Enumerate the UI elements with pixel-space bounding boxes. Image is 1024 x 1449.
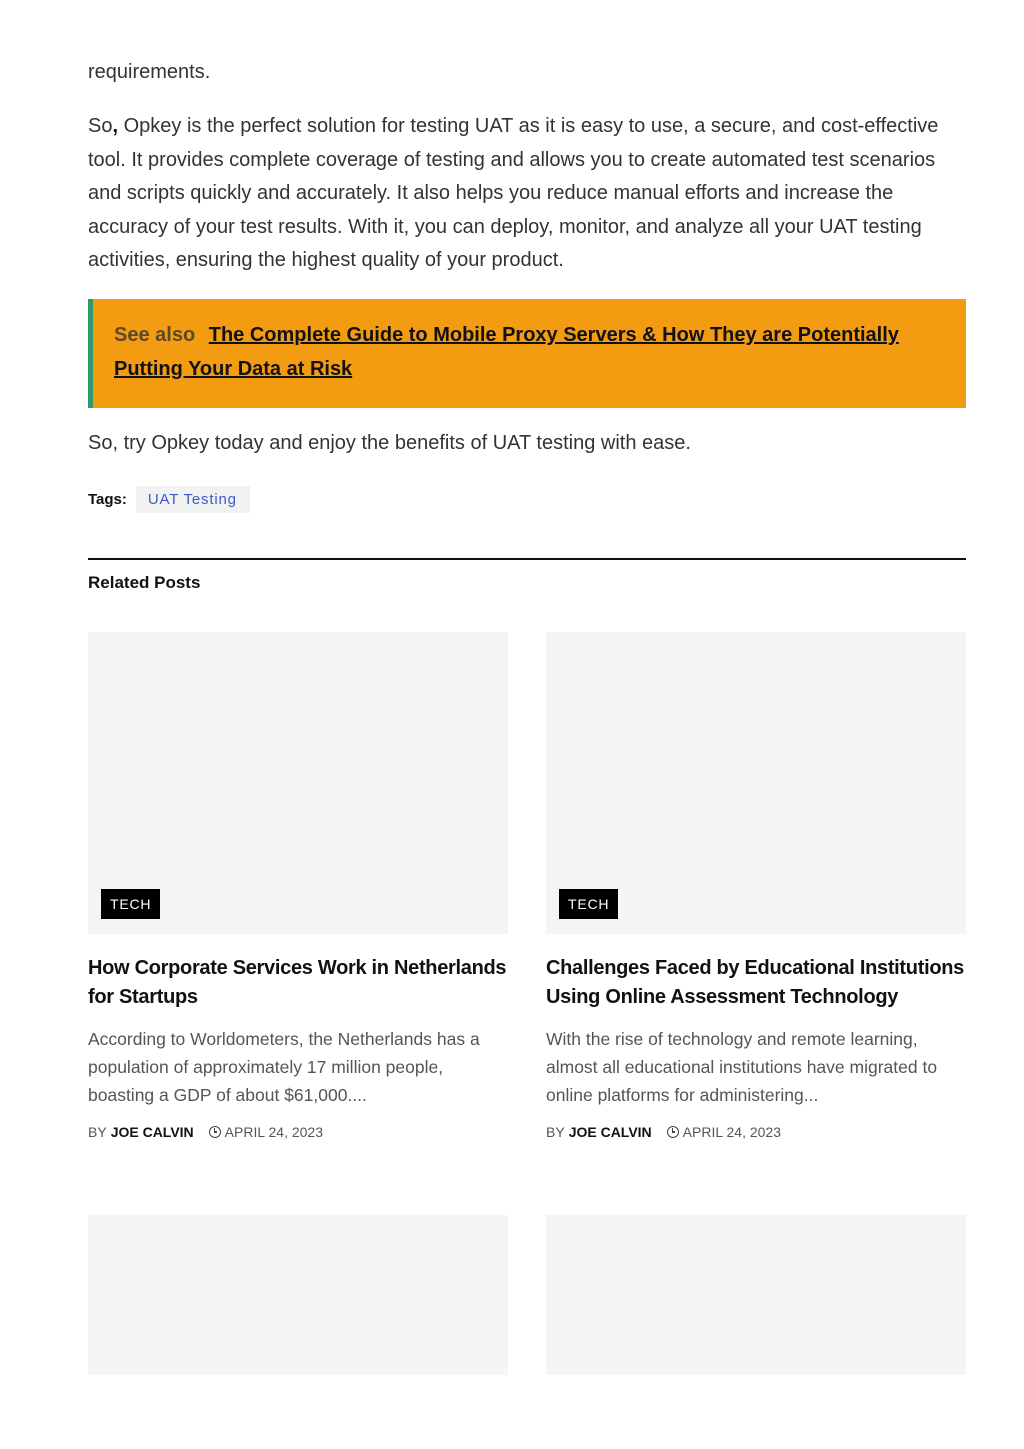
tags-row <box>88 485 250 513</box>
tags-label: Tags: <box>88 490 127 508</box>
post-excerpt: With the rise of technology and remote learning, almost all educational institutions have migrated to online platforms for administering... <box>546 1029 938 1106</box>
tag-uat-testing[interactable]: UAT Testing <box>136 486 250 513</box>
see-also-box <box>88 299 966 408</box>
post-excerpt: According to Worldometers, the Netherlands has a population of approximately 17 million people, boasting a GDP of about $61,000.... <box>88 1029 480 1106</box>
post-meta <box>88 1124 508 1140</box>
paragraph-lead: So <box>88 115 113 137</box>
post-date: APRIL 24, 2023 <box>682 1123 781 1140</box>
related-post-card <box>88 632 508 1140</box>
clock-icon <box>209 1126 221 1138</box>
see-also-label: See also <box>114 324 196 346</box>
related-post-card <box>546 1215 966 1375</box>
clock-icon <box>667 1126 679 1138</box>
author-link[interactable]: JOE CALVIN <box>110 1123 194 1140</box>
post-title[interactable]: How Corporate Services Work in Netherlands for Startups <box>88 957 507 1008</box>
related-posts-heading: Related Posts <box>88 573 201 592</box>
post-meta <box>546 1124 966 1140</box>
post-date: APRIL 24, 2023 <box>224 1123 323 1140</box>
post-thumbnail[interactable] <box>88 632 508 934</box>
post-thumbnail[interactable] <box>546 632 966 934</box>
article-paragraph <box>88 110 966 278</box>
post-thumbnail[interactable] <box>88 1215 508 1375</box>
related-post-card <box>88 1215 508 1375</box>
see-also-link[interactable]: The Complete Guide to Mobile Proxy Servers & How They are Potentially Putting Your Data at Risk <box>114 324 899 380</box>
paragraph-comma: , <box>112 115 119 137</box>
section-divider <box>88 558 966 560</box>
article-paragraph: So, try Opkey today and enjoy the benefits of UAT testing with ease. <box>88 432 691 454</box>
article-paragraph: requirements. <box>88 61 211 83</box>
post-thumbnail[interactable] <box>546 1215 966 1375</box>
paragraph-body: Opkey is the perfect solution for testing UAT as it is easy to use, a secure, and cost-effective tool. It provides complete coverage of testing and allows you to create automated test scenarios and scripts quickly and accurately. It also helps you reduce manual efforts and increase the accuracy of your test results. With it, you can deploy, monitor, and analyze all your UAT testing activities, ensuring the highest quality of your product. <box>88 115 939 271</box>
category-badge[interactable]: TECH <box>101 889 160 919</box>
category-badge[interactable]: TECH <box>559 889 618 919</box>
author-link[interactable]: JOE CALVIN <box>568 1123 652 1140</box>
related-post-card <box>546 632 966 1140</box>
post-title[interactable]: Challenges Faced by Educational Institutions Using Online Assessment Technology <box>546 957 964 1008</box>
meta-by: BY <box>546 1123 565 1140</box>
meta-by: BY <box>88 1123 107 1140</box>
